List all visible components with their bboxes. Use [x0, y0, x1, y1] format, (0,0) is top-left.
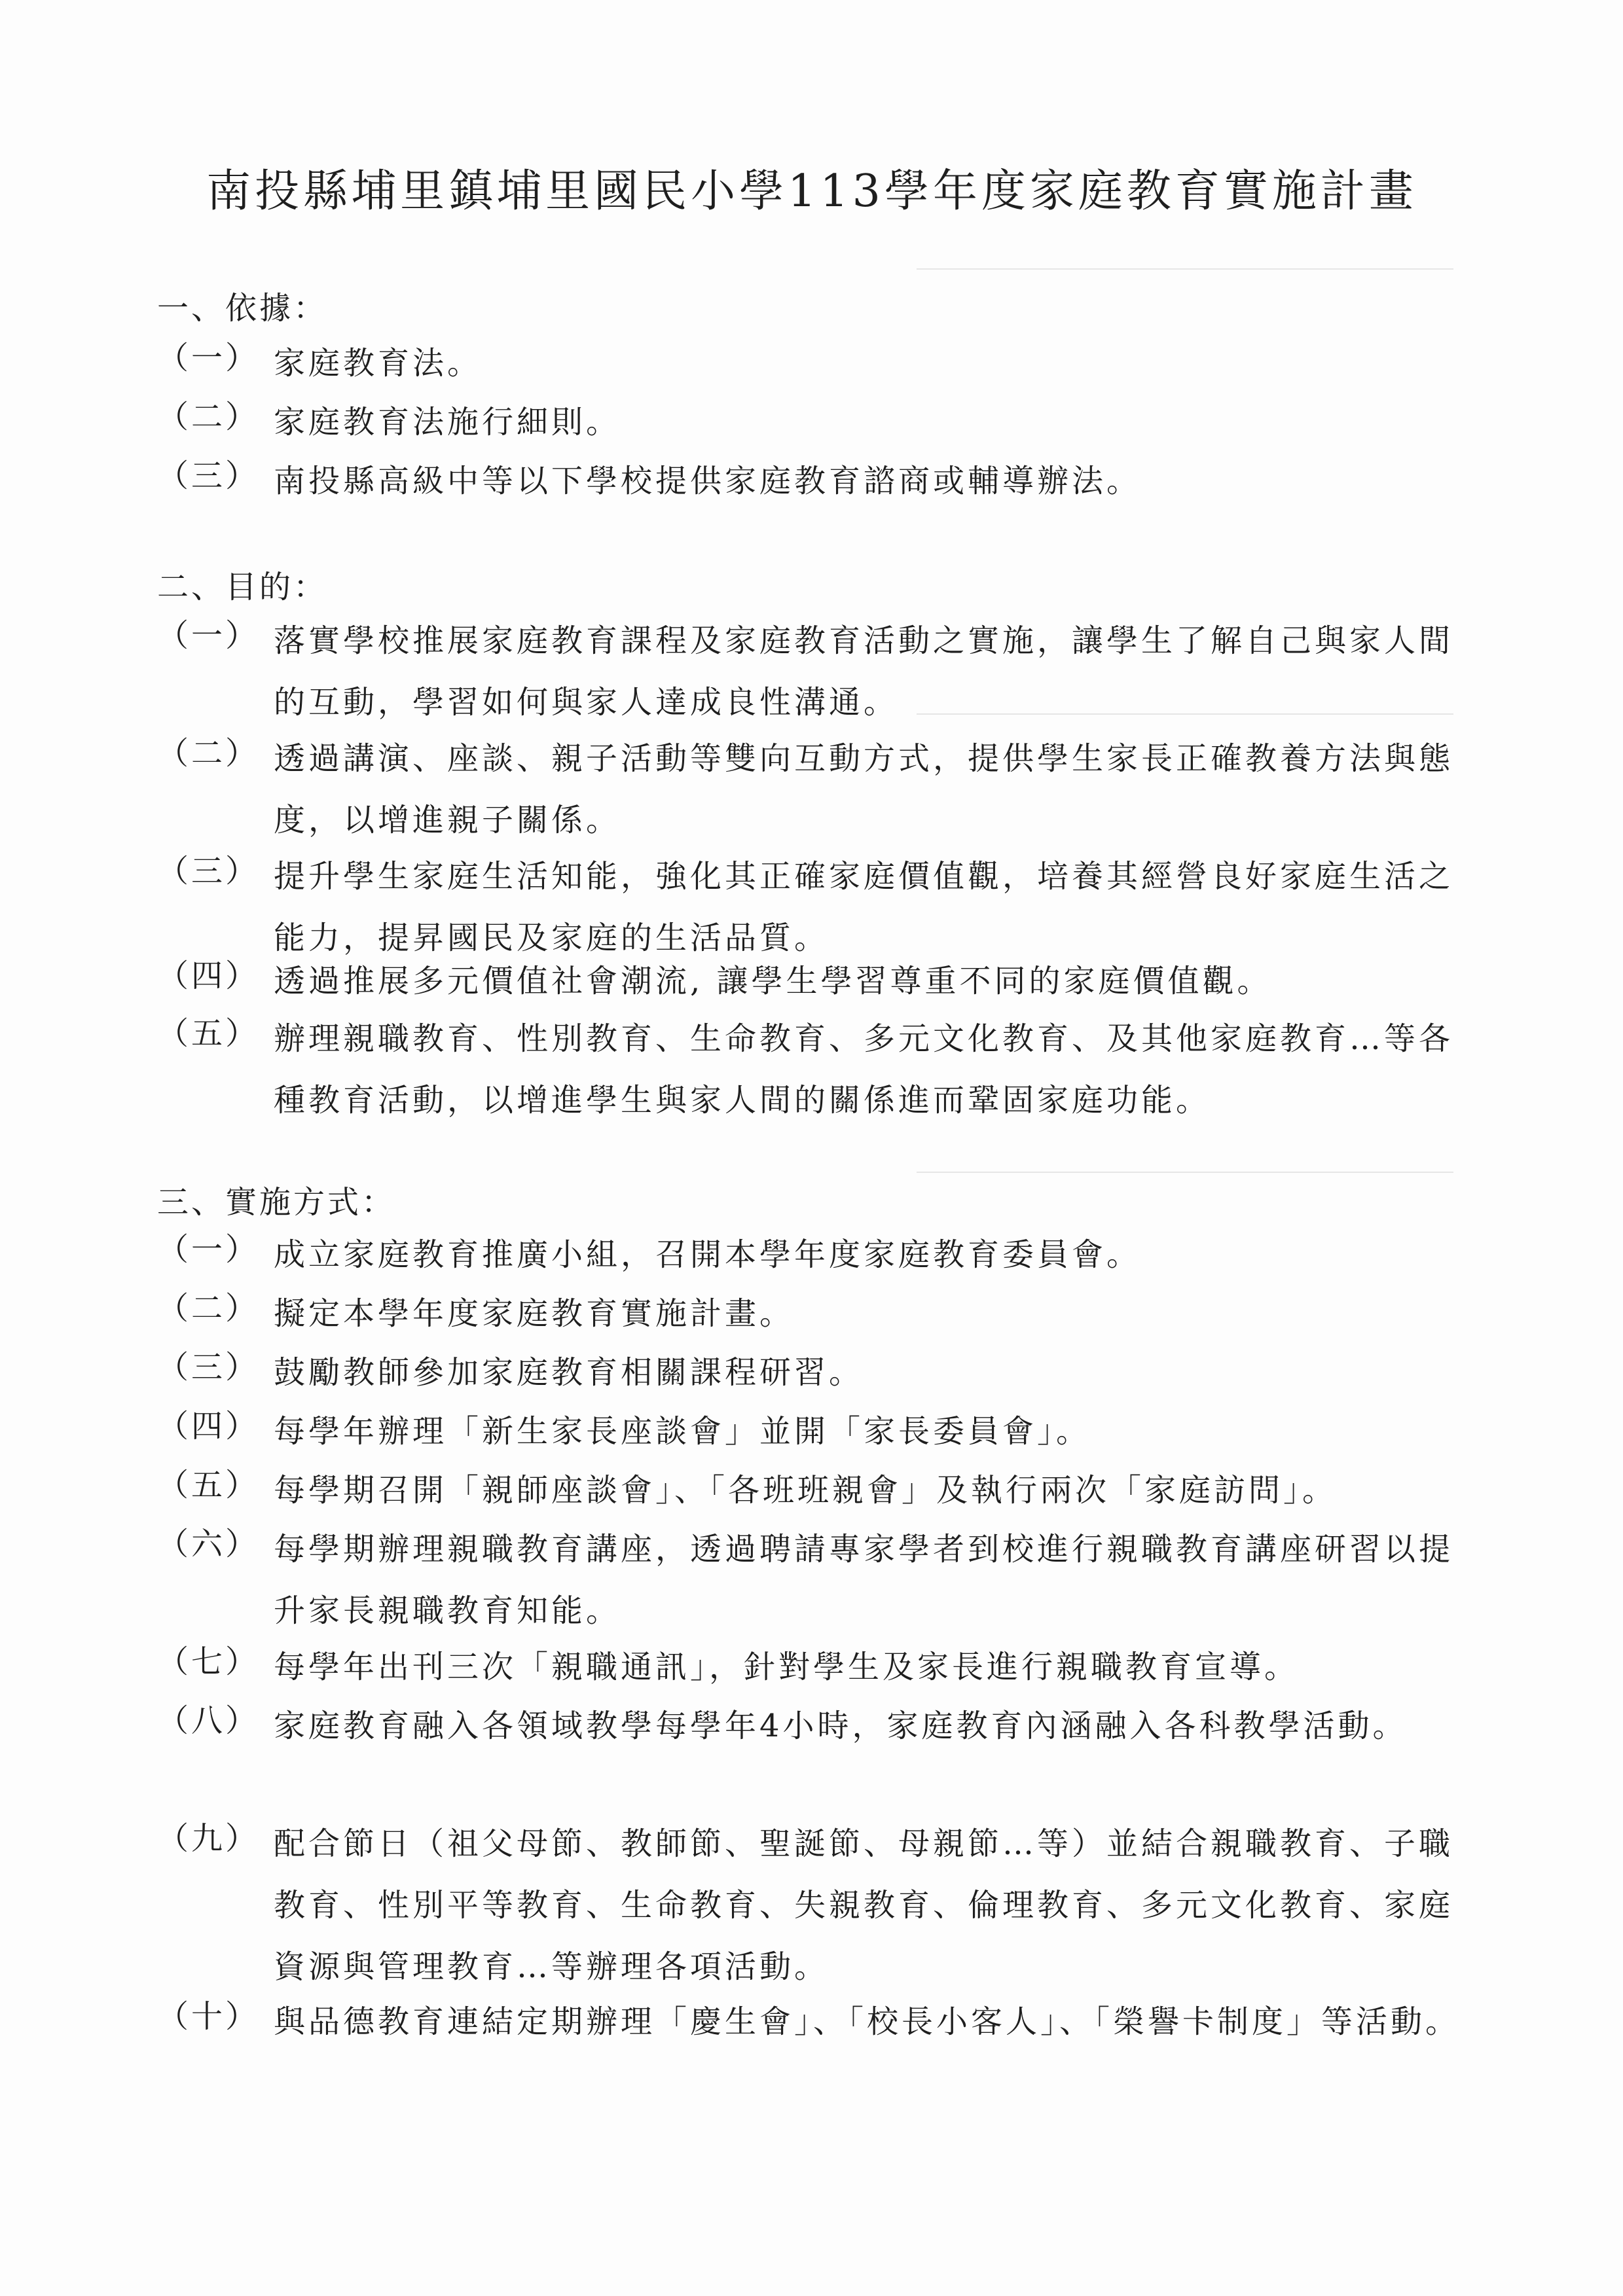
item-text: 透過講演、座談、親子活動等雙向互動方式，提供學生家長正確教養方法與態度，以增進親子關係。	[274, 740, 1454, 838]
bleed-line	[917, 268, 1453, 270]
list-item	[157, 1991, 1480, 2053]
list-item	[157, 1636, 1480, 1698]
item-text: 與品德教育連結定期辦理「慶生會」、「校長小客人」、「榮譽卡制度」等活動。	[274, 2003, 1461, 2040]
section-heading-implementation: 三、實施方式：	[157, 1184, 396, 1221]
item-number: （五）	[157, 1467, 260, 1503]
item-number: （三）	[157, 1349, 260, 1386]
bleed-line	[917, 1172, 1453, 1173]
item-number: （十）	[157, 1998, 260, 2035]
list-item	[157, 1518, 1480, 1641]
item-number: （一）	[157, 1231, 260, 1268]
item-text: 透過推展多元價值社會潮流, 讓學生學習尊重不同的家庭價值觀。	[274, 963, 1272, 999]
item-number: （二）	[157, 399, 260, 435]
item-text: 擬定本學年度家庭教育實施計畫。	[274, 1295, 795, 1332]
list-item	[157, 728, 1480, 851]
item-text: 每學年辦理「新生家長座談會」並開「家長委員會」。	[274, 1413, 1091, 1450]
item-number: （二）	[157, 1290, 260, 1327]
item-number: （四）	[157, 958, 260, 994]
item-text: 落實學校推展家庭教育課程及家庭教育活動之實施，讓學生了解自己與家人間的互動，學習如何與家人達成良性溝通。	[274, 622, 1454, 721]
item-number: （三）	[157, 457, 260, 494]
list-item	[157, 610, 1480, 733]
item-text: 鼓勵教師參加家庭教育相關課程研習。	[274, 1354, 864, 1391]
item-text: 提升學生家庭生活知能，強化其正確家庭價值觀，培養其經營良好家庭生活之能力，提昇國民及家庭的生活品質。	[274, 858, 1454, 956]
list-item	[157, 1695, 1480, 1757]
item-number: （六）	[157, 1526, 260, 1562]
list-item	[157, 1460, 1480, 1521]
list-item	[157, 1813, 1480, 1998]
list-item	[157, 450, 1480, 512]
list-item	[157, 1224, 1480, 1285]
item-number: （一）	[157, 340, 260, 376]
item-text: 辦理親職教育、性別教育、生命教育、多元文化教育、及其他家庭教育…等各種教育活動，以增進學生與家人間的關係進而鞏固家庭功能。	[274, 1020, 1454, 1119]
section-heading-basis: 一、依據：	[157, 290, 328, 327]
item-text: 每學期辦理親職教育講座，透過聘請專家學者到校進行親職教育講座研習以提升家長親職教育知能。	[274, 1531, 1454, 1629]
list-item	[157, 1008, 1480, 1131]
item-number: （二）	[157, 735, 260, 772]
item-text: 南投縣高級中等以下學校提供家庭教育諮商或輔導辦法。	[274, 463, 1142, 499]
list-item	[157, 391, 1480, 453]
item-number: （一）	[157, 617, 260, 654]
item-number: （三）	[157, 853, 260, 889]
item-text: 配合節日（祖父母節、教師節、聖誕節、母親節…等）並結合親職教育、子職教育、性別平等教育、生命教育、失親教育、倫理教育、多元文化教育、家庭資源與管理教育…等辦理各項活動。	[274, 1825, 1454, 1985]
document-title: 南投縣埔里鎮埔里國民小學113學年度家庭教育實施計畫	[206, 166, 1417, 217]
list-item	[157, 332, 1480, 394]
item-text: 家庭教育法。	[274, 345, 483, 382]
item-number: （九）	[157, 1820, 260, 1857]
item-text: 成立家庭教育推廣小組，召開本學年度家庭教育委員會。	[274, 1236, 1142, 1273]
section-heading-purpose: 二、目的：	[157, 569, 328, 605]
item-text: 每學期召開「親師座談會」、「各班班親會」及執行兩次「家庭訪問」。	[274, 1472, 1338, 1509]
item-number: （五）	[157, 1015, 260, 1052]
item-number: （七）	[157, 1643, 260, 1680]
list-item	[157, 1283, 1480, 1344]
item-text: 家庭教育融入各領域教學每學年4小時，家庭教育內涵融入各科教學活動。	[274, 1708, 1408, 1744]
list-item	[157, 1342, 1480, 1403]
item-text: 每學年出刊三次「親職通訊」，針對學生及家長進行親職教育宣導。	[274, 1649, 1300, 1685]
list-item	[157, 950, 1480, 1012]
item-number: （四）	[157, 1408, 260, 1444]
item-number: （八）	[157, 1702, 260, 1739]
list-item	[157, 1401, 1480, 1462]
item-text: 家庭教育法施行細則。	[274, 404, 621, 440]
